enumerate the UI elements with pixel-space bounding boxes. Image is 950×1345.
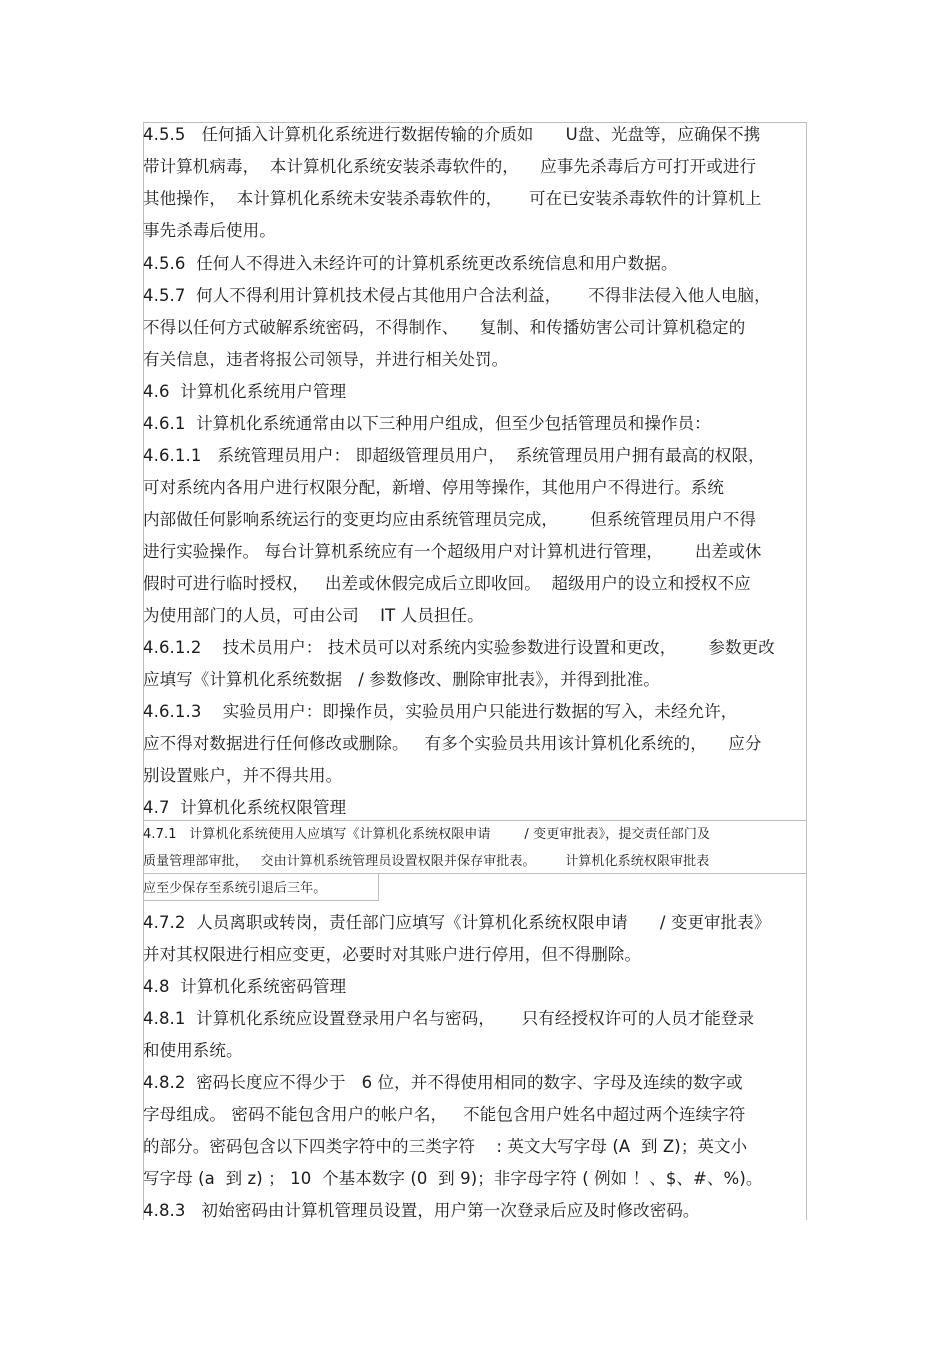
text-line: 4.6.1 计算机化系统通常由以下三种用户组成，但至少包括管理员和操作员： xyxy=(143,414,711,433)
text-line: 不得以任何方式破解系统密码，不得制作、 复制、和传播妨害公司计算机稳定的 xyxy=(143,318,746,337)
text-line: 应不得对数据进行任何修改或删除。 有多个实验员共用该计算机化系统的， 应分 xyxy=(143,734,762,753)
text-line: 4.5.7 何人不得利用计算机技术侵占其他用户合法利益， 不得非法侵入他人电脑， xyxy=(143,286,771,305)
section-heading: 4.8 计算机化系统密码管理 xyxy=(143,977,347,996)
top-border-rule xyxy=(143,122,807,123)
text-line: 4.6.1.3 实验员用户：即操作员，实验员用户只能进行数据的写入，未经允许， xyxy=(143,702,738,721)
text-line: 假时可进行临时授权， 出差或休假完成后立即收回。 超级用户的设立和授权不应 xyxy=(143,574,751,593)
text-line: 字母组成。 密码不能包含用户的帐户名， 不能包含用户姓名中超过两个连续字符 xyxy=(143,1105,746,1124)
text-line: 其他操作， 本计算机化系统未安装杀毒软件的， 可在已安装杀毒软件的计算机上 xyxy=(143,189,762,208)
text-line: 为使用部门的人员，可由公司 IT 人员担任。 xyxy=(143,606,484,625)
text-line: 别设置账户，并不得共用。 xyxy=(143,766,343,785)
text-line: 4.5.5 任何插入计算机化系统进行数据传输的介质如 U盘、光盘等，应确保不携 xyxy=(143,125,761,144)
text-line: 4.6.1.1 系统管理员用户： 即超级管理员用户， 系统管理员用户拥有最高的权限， xyxy=(143,446,765,465)
text-line: 4.8.2 密码长度应不得少于 6 位，并不得使用相同的数字、字母及连续的数字或 xyxy=(143,1073,743,1092)
text-line: 4.6.1.2 技术员用户： 技术员可以对系统内实验参数进行设置和更改， 参数更改 xyxy=(143,638,775,657)
text-line: 的部分。密码包含以下四类字符中的三类字符 : 英文大写字母 (A 到 Z)；英文小 xyxy=(143,1137,748,1156)
text-line: 带计算机病毒， 本计算机化系统安装杀毒软件的， 应事先杀毒后方可打开或进行 xyxy=(143,157,757,176)
text-line: 可对系统内各用户进行权限分配，新增、停用等操作，其他用户不得进行。系统 xyxy=(143,478,724,497)
text-line: 应填写《计算机化系统数据 / 参数修改、删除审批表》，并得到批准。 xyxy=(143,670,660,689)
small-text-line: 应至少保存至系统引退后三年。 xyxy=(143,881,327,896)
text-line: 和使用系统。 xyxy=(143,1041,243,1060)
small-text-line: 4.7.1 计算机化系统使用人应填写《计算机化系统权限申请 / 变更审批表》，提交责任部门及 xyxy=(143,827,711,842)
small-text-line: 质量管理部审批， 交由计算机系统管理员设置权限并保存审批表。 计算机化系统权限审批表 xyxy=(143,854,710,869)
text-line: 内部做任何影响系统运行的变更均应由系统管理员完成， 但系统管理员用户不得 xyxy=(143,510,757,529)
text-line: 4.8.3 初始密码由计算机管理员设置，用户第一次登录后应及时修改密码。 xyxy=(143,1201,700,1220)
text-line: 写字母 (a 到 z) ； 10 个基本数字 (0 到 9)；非字母字符 ( 例如 ！、$、#、%)。 xyxy=(143,1169,763,1188)
text-line: 4.8.1 计算机化系统应设置登录用户名与密码， 只有经授权许可的人员才能登录 xyxy=(143,1009,755,1028)
text-line: 进行实验操作。 每台计算机系统应有一个超级用户对计算机进行管理， 出差或休 xyxy=(143,542,762,561)
row-divider-rule xyxy=(143,873,807,874)
row-divider-rule xyxy=(143,820,807,821)
row-divider-rule xyxy=(143,900,379,901)
text-line: 事先杀毒后使用。 xyxy=(143,221,276,240)
text-line: 4.5.6 任何人不得进入未经许可的计算机系统更改系统信息和用户数据。 xyxy=(143,254,678,273)
text-line: 有关信息，违者将报公司领导，并进行相关处罚。 xyxy=(143,350,509,369)
text-line: 并对其权限进行相应变更，必要时对其账户进行停用，但不得删除。 xyxy=(143,945,641,964)
text-line: 4.7.2 人员离职或转岗，责任部门应填写《计算机化系统权限申请 / 变更审批表》 xyxy=(143,913,771,932)
section-heading: 4.6 计算机化系统用户管理 xyxy=(143,382,347,401)
section-heading: 4.7 计算机化系统权限管理 xyxy=(143,798,347,817)
